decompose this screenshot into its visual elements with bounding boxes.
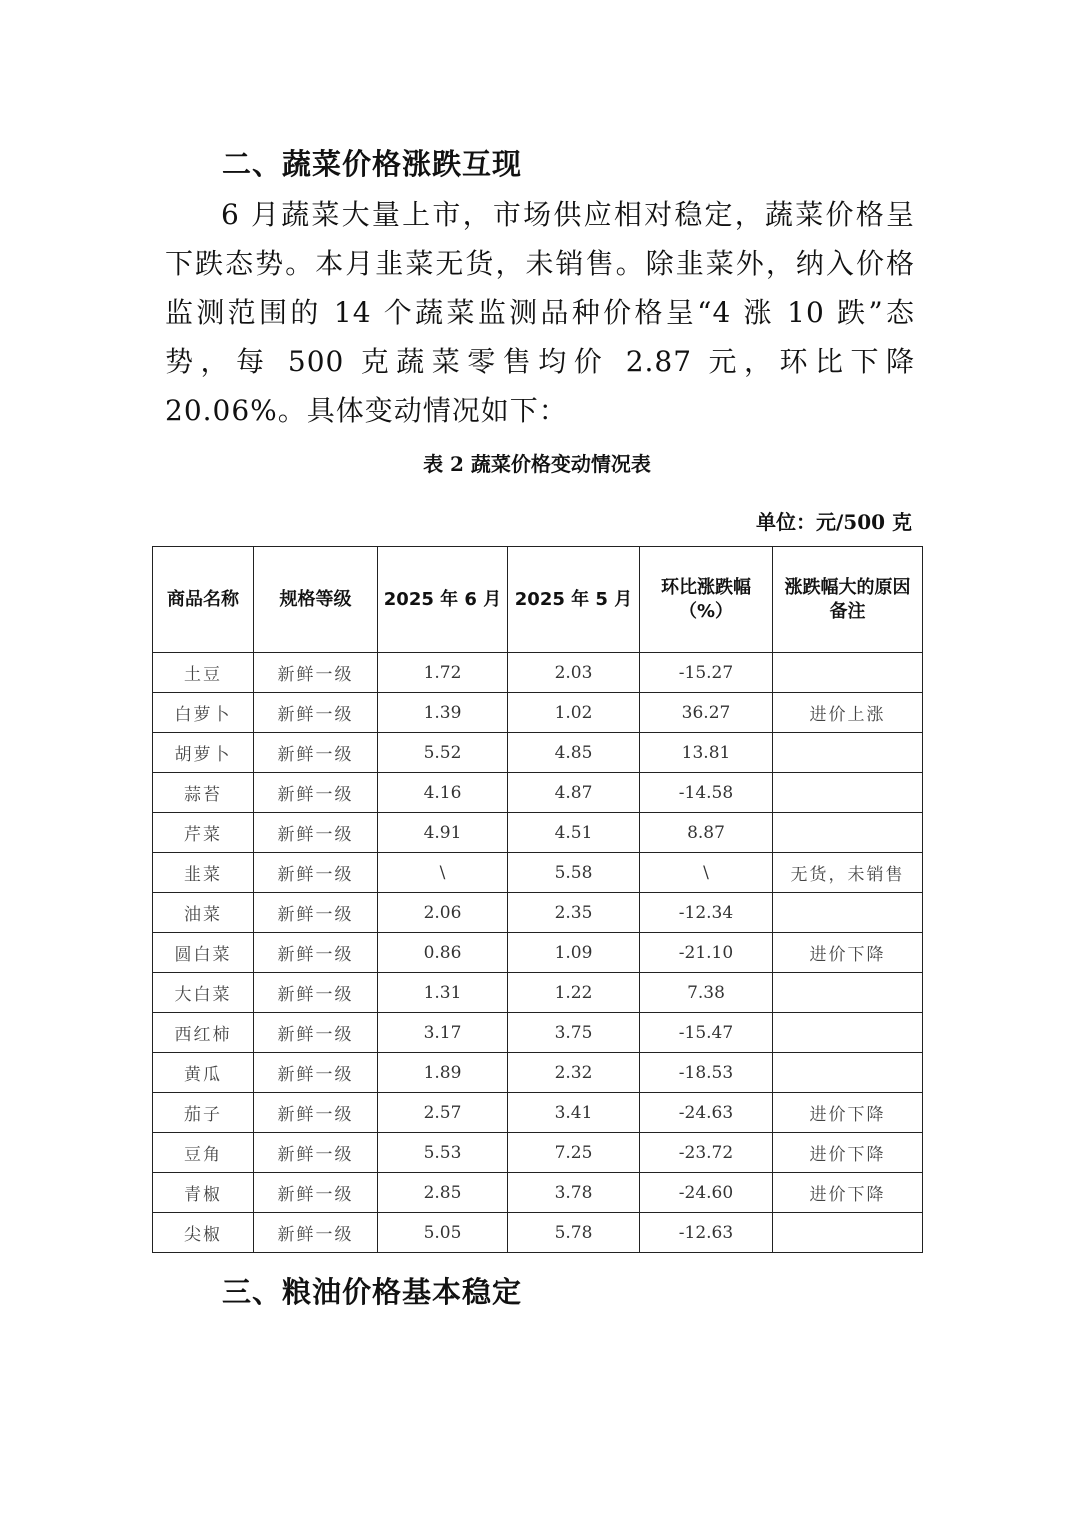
cell-reason-note xyxy=(773,1213,923,1253)
cell-may-price: 5.78 xyxy=(508,1213,640,1253)
table-row xyxy=(153,653,923,693)
cell-mom-change: -21.10 xyxy=(640,933,773,973)
cell-reason-note xyxy=(773,813,923,853)
table-row xyxy=(153,1013,923,1053)
cell-may-price: 3.75 xyxy=(508,1013,640,1053)
cell-june-price: \ xyxy=(378,853,508,893)
cell-may-price: 4.51 xyxy=(508,813,640,853)
table-row xyxy=(153,693,923,733)
cell-grade: 新鲜一级 xyxy=(254,1093,378,1133)
cell-reason-note: 进价下降 xyxy=(773,1093,923,1133)
table-row xyxy=(153,893,923,933)
cell-june-price: 1.89 xyxy=(378,1053,508,1093)
cell-reason-note xyxy=(773,653,923,693)
cell-product-name: 豆角 xyxy=(153,1133,254,1173)
table-unit-note: 单位：元/500 克 xyxy=(755,510,912,534)
header-product-name: 商品名称 xyxy=(153,547,254,653)
cell-mom-change: -12.34 xyxy=(640,893,773,933)
table-row xyxy=(153,733,923,773)
cell-product-name: 白萝卜 xyxy=(153,693,254,733)
header-reason-note: 涨跌幅大的原因备注 xyxy=(773,547,923,653)
cell-may-price: 3.41 xyxy=(508,1093,640,1133)
vegetable-price-table xyxy=(152,546,923,1253)
table-row xyxy=(153,1213,923,1253)
cell-june-price: 1.72 xyxy=(378,653,508,693)
cell-product-name: 韭菜 xyxy=(153,853,254,893)
cell-reason-note xyxy=(773,893,923,933)
cell-reason-note xyxy=(773,1053,923,1093)
cell-grade: 新鲜一级 xyxy=(254,973,378,1013)
cell-product-name: 黄瓜 xyxy=(153,1053,254,1093)
cell-may-price: 3.78 xyxy=(508,1173,640,1213)
table-row xyxy=(153,1093,923,1133)
cell-june-price: 1.39 xyxy=(378,693,508,733)
table-row xyxy=(153,1133,923,1173)
header-june-2025: 2025 年 6 月 xyxy=(378,547,508,653)
section-heading-grain-oil: 三、粮油价格基本稳定 xyxy=(222,1275,523,1309)
cell-june-price: 3.17 xyxy=(378,1013,508,1053)
cell-grade: 新鲜一级 xyxy=(254,1013,378,1053)
cell-mom-change: 36.27 xyxy=(640,693,773,733)
cell-mom-change: 13.81 xyxy=(640,733,773,773)
cell-product-name: 圆白菜 xyxy=(153,933,254,973)
table-row xyxy=(153,773,923,813)
cell-grade: 新鲜一级 xyxy=(254,1053,378,1093)
cell-june-price: 2.85 xyxy=(378,1173,508,1213)
cell-grade: 新鲜一级 xyxy=(254,1133,378,1173)
table-row xyxy=(153,813,923,853)
cell-product-name: 蒜苔 xyxy=(153,773,254,813)
cell-reason-note: 无货，未销售 xyxy=(773,853,923,893)
cell-mom-change: -24.60 xyxy=(640,1173,773,1213)
cell-may-price: 1.02 xyxy=(508,693,640,733)
table-row xyxy=(153,853,923,893)
cell-grade: 新鲜一级 xyxy=(254,1213,378,1253)
cell-june-price: 2.06 xyxy=(378,893,508,933)
cell-reason-note: 进价上涨 xyxy=(773,693,923,733)
cell-june-price: 5.05 xyxy=(378,1213,508,1253)
cell-may-price: 2.03 xyxy=(508,653,640,693)
cell-june-price: 0.86 xyxy=(378,933,508,973)
cell-grade: 新鲜一级 xyxy=(254,693,378,733)
cell-product-name: 胡萝卜 xyxy=(153,733,254,773)
cell-mom-change: -24.63 xyxy=(640,1093,773,1133)
cell-june-price: 5.53 xyxy=(378,1133,508,1173)
vegetables-summary-paragraph: 6 月蔬菜大量上市，市场供应相对稳定，蔬菜价格呈下跌态势。本月韭菜无货，未销售。除韭菜外，纳入价格监测范围的 14 个蔬菜监测品种价格呈“4 涨 10 跌”态势，每 500 克蔬菜零售均价 2.87 元，环比下降 20.06%。具体变动情况如下： xyxy=(165,198,915,427)
cell-product-name: 土豆 xyxy=(153,653,254,693)
cell-june-price: 4.16 xyxy=(378,773,508,813)
cell-may-price: 1.22 xyxy=(508,973,640,1013)
cell-may-price: 4.85 xyxy=(508,733,640,773)
cell-may-price: 7.25 xyxy=(508,1133,640,1173)
cell-product-name: 油菜 xyxy=(153,893,254,933)
cell-grade: 新鲜一级 xyxy=(254,853,378,893)
cell-product-name: 大白菜 xyxy=(153,973,254,1013)
table-row xyxy=(153,933,923,973)
cell-reason-note xyxy=(773,773,923,813)
cell-grade: 新鲜一级 xyxy=(254,813,378,853)
cell-reason-note: 进价下降 xyxy=(773,1173,923,1213)
cell-reason-note xyxy=(773,973,923,1013)
cell-grade: 新鲜一级 xyxy=(254,733,378,773)
table-row xyxy=(153,1173,923,1213)
cell-grade: 新鲜一级 xyxy=(254,773,378,813)
section-heading-vegetables: 二、蔬菜价格涨跌互现 xyxy=(222,147,523,181)
cell-mom-change: -23.72 xyxy=(640,1133,773,1173)
table-body xyxy=(153,653,923,1253)
table-header-row xyxy=(153,547,923,653)
cell-mom-change: 7.38 xyxy=(640,973,773,1013)
cell-mom-change: -15.47 xyxy=(640,1013,773,1053)
cell-june-price: 5.52 xyxy=(378,733,508,773)
header-grade: 规格等级 xyxy=(254,547,378,653)
cell-may-price: 2.32 xyxy=(508,1053,640,1093)
cell-grade: 新鲜一级 xyxy=(254,893,378,933)
header-may-2025: 2025 年 5 月 xyxy=(508,547,640,653)
cell-may-price: 4.87 xyxy=(508,773,640,813)
cell-june-price: 1.31 xyxy=(378,973,508,1013)
cell-may-price: 2.35 xyxy=(508,893,640,933)
header-mom-change: 环比涨跌幅（%） xyxy=(640,547,773,653)
cell-grade: 新鲜一级 xyxy=(254,933,378,973)
cell-product-name: 茄子 xyxy=(153,1093,254,1133)
cell-reason-note: 进价下降 xyxy=(773,1133,923,1173)
cell-product-name: 西红柿 xyxy=(153,1013,254,1053)
cell-grade: 新鲜一级 xyxy=(254,1173,378,1213)
cell-mom-change: -15.27 xyxy=(640,653,773,693)
cell-grade: 新鲜一级 xyxy=(254,653,378,693)
cell-june-price: 2.57 xyxy=(378,1093,508,1133)
cell-mom-change: \ xyxy=(640,853,773,893)
cell-reason-note xyxy=(773,733,923,773)
cell-may-price: 5.58 xyxy=(508,853,640,893)
cell-mom-change: 8.87 xyxy=(640,813,773,853)
cell-reason-note: 进价下降 xyxy=(773,933,923,973)
cell-mom-change: -18.53 xyxy=(640,1053,773,1093)
table-caption: 表 2 蔬菜价格变动情况表 xyxy=(423,452,651,476)
cell-product-name: 尖椒 xyxy=(153,1213,254,1253)
table-row xyxy=(153,973,923,1013)
cell-mom-change: -12.63 xyxy=(640,1213,773,1253)
cell-product-name: 芹菜 xyxy=(153,813,254,853)
cell-june-price: 4.91 xyxy=(378,813,508,853)
cell-reason-note xyxy=(773,1013,923,1053)
cell-may-price: 1.09 xyxy=(508,933,640,973)
cell-mom-change: -14.58 xyxy=(640,773,773,813)
cell-product-name: 青椒 xyxy=(153,1173,254,1213)
table-row xyxy=(153,1053,923,1093)
